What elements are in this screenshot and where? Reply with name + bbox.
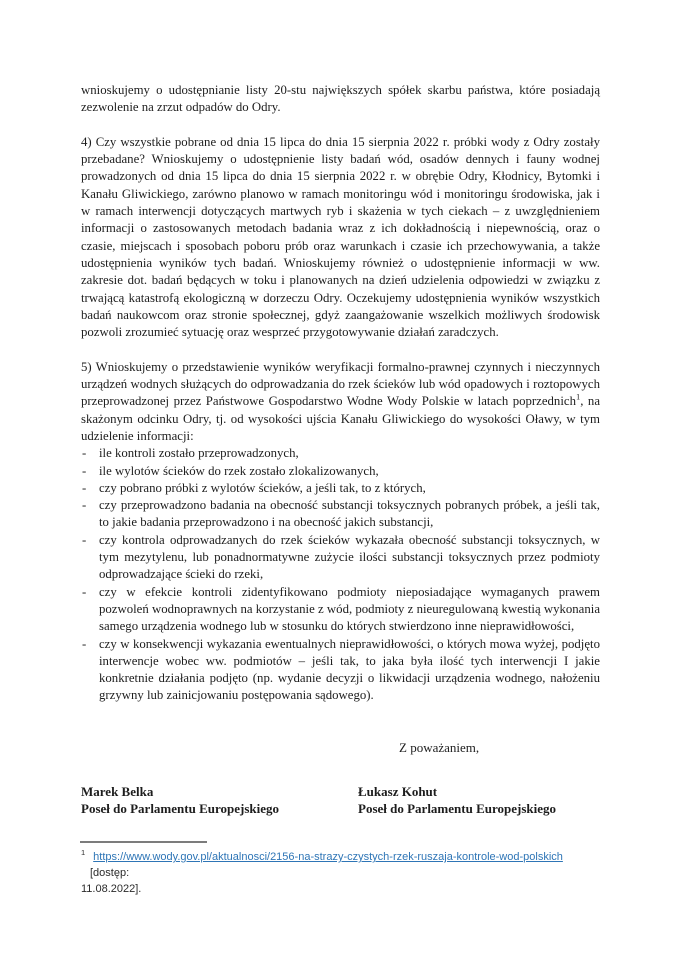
signature-block: [81, 783, 621, 818]
dash-bullet: -: [82, 463, 87, 478]
list-item-text: ile kontroli zostało przeprowadzonych,: [99, 446, 299, 461]
request-list: [81, 445, 600, 704]
list-item: [81, 463, 600, 480]
dash-bullet: -: [82, 446, 87, 461]
list-item: [81, 480, 600, 497]
signature-name: Marek Belka: [81, 784, 154, 799]
point-5-text-before-footnote-ref: 5) Wnioskujemy o przedstawienie wyników weryfikacji formalno-prawnej czynnych i nieczynnych urządzeń wodnych służących do odprowadzania do rzek ścieków lub wód opadowych i roztopowych przeprowadzonej przez Państwowe Gospodarstwo Wodne Wody Polskie w latach poprzednich: [81, 359, 600, 409]
footnote-marker: 1: [81, 848, 86, 858]
list-item-text: czy przeprowadzono badania na obecność substancji toksycznych pobranych próbek, a jeśli tak, to jakie badania przeprowadzono i na obecność jakich substancji,: [99, 498, 600, 530]
list-item: [81, 532, 600, 584]
paragraph-point-5: [81, 359, 600, 445]
list-item: [81, 636, 600, 705]
signature-name: Łukasz Kohut: [358, 784, 438, 799]
footnote-link[interactable]: https://www.wody.gov.pl/aktualnosci/2156-na-strazy-czystych-rzek-ruszaja-kontrole-wod-polskich: [93, 851, 563, 863]
list-item-text: ile wylotów ścieków do rzek zostało zlokalizowanych,: [99, 463, 379, 478]
list-item-text: czy w konsekwencji wykazania ewentualnych nieprawidłowości, o których mowa wyżej, podjęto interwencje wobec ww. podmiotów – jeśli tak, to jaka była ilość tych interwencji I jakie konkretnie działania podjęto (np. wydanie decyzji o likwidacji urządzenia wodnego, nałożeniu grzywny lub zainicjowaniu postępowania sądowego).: [99, 636, 600, 703]
signature-title: Poseł do Parlamentu Europejskiego: [81, 801, 280, 817]
dash-bullet: -: [82, 498, 87, 513]
dash-bullet: -: [82, 480, 87, 495]
letter-body: [81, 82, 600, 705]
list-item: [81, 497, 600, 532]
list-item-text: czy pobrano próbki z wylotów ścieków, a jeśli tak, to z których,: [99, 480, 426, 495]
list-item: [81, 445, 600, 462]
footnote-ref-marker: 1: [575, 392, 581, 403]
list-item-text: czy kontrola odprowadzanych do rzek ścieków wykazała obecność substancji toksycznych, w tym mezytylenu, lub ponadnormatywne zużycie ilości substancji toksycznych przez podmioty odprowadzające ścieki do rzeki,: [99, 532, 600, 582]
intro-paragraph: wnioskujemy o udostępnianie listy 20-stu największych spółek skarbu państwa, które posiadają zezwolenie na zrzut odpadów do Odry.: [81, 83, 600, 115]
footnote-divider: [80, 841, 207, 843]
paragraph-point-4: 4) Czy wszystkie pobrane od dnia 15 lipca do dnia 15 sierpnia 2022 r. próbki wody z Odry zostały przebadane? Wnioskujemy o udostępnienie listy badań wód, osadów dennych i fauny wodnej prowadzonych od dnia 15 lipca do dnia 15 sierpnia 2022 r. w obrębie Odry, Kłodnicy, Bytomki i Kanału Gliwickiego, zarówno planowo w ramach monitoringu wód i monitoringu środowiska, jak i w ramach interwencji dotyczących martwych ryb i skażenia w tych ciekach – z uwzględnieniem informacji o zastosowanych metodach badania wraz z ich dokładnością i niepewnością, oraz o czasie, miejscach i sposobach poboru prób oraz warunkach i czasie ich przechowywania, a także udostępnienia wyników tych badań. Wnioskujemy również o udostępnienie informacji w ww. zakresie dot. badań będących w toku i planowanych na dzień udzielenia odpowiedzi w związku z trwającą katastrofą ekologiczną w dorzeczu Odry. Oczekujemy udostępnienia wyników wszystkich badań naukowcom oraz stronie społecznej, gdyż zaangażowanie wszelkich możliwych środowisk pozwoli zrozumieć sytuację oraz wesprzeć przygotowywanie działań zaradczych.: [81, 134, 600, 340]
dash-bullet: -: [82, 584, 87, 599]
dash-bullet: -: [82, 636, 87, 651]
closing-salutation: Z poważaniem,: [399, 740, 480, 755]
footnote-access-date: 11.08.2022].: [81, 883, 142, 895]
list-item: [81, 584, 600, 636]
signature-title: Poseł do Parlamentu Europejskiego: [358, 801, 557, 817]
point-5-text-after-footnote-ref: , na skażonym odcinku Odry, tj. od wysokości ujścia Kanału Gliwickiego do wysokości Oławy, w tym udzielenie informacji:: [81, 394, 600, 443]
footnote-access-label: [dostęp:: [90, 867, 130, 879]
footnote: [81, 849, 611, 897]
signature-right: [358, 783, 556, 818]
dash-bullet: -: [82, 532, 87, 547]
list-item-text: czy w efekcie kontroli zidentyfikowano podmioty nieposiadające wymaganych prawem pozwoleń wodnoprawnych na korzystanie z wód, podmioty z nieuregulowaną kwestią wykonania samego urządzenia wodnego lub w stosunku do których stwierdzono inne nieprawidłowości,: [99, 584, 600, 634]
signature-left: [81, 783, 358, 818]
